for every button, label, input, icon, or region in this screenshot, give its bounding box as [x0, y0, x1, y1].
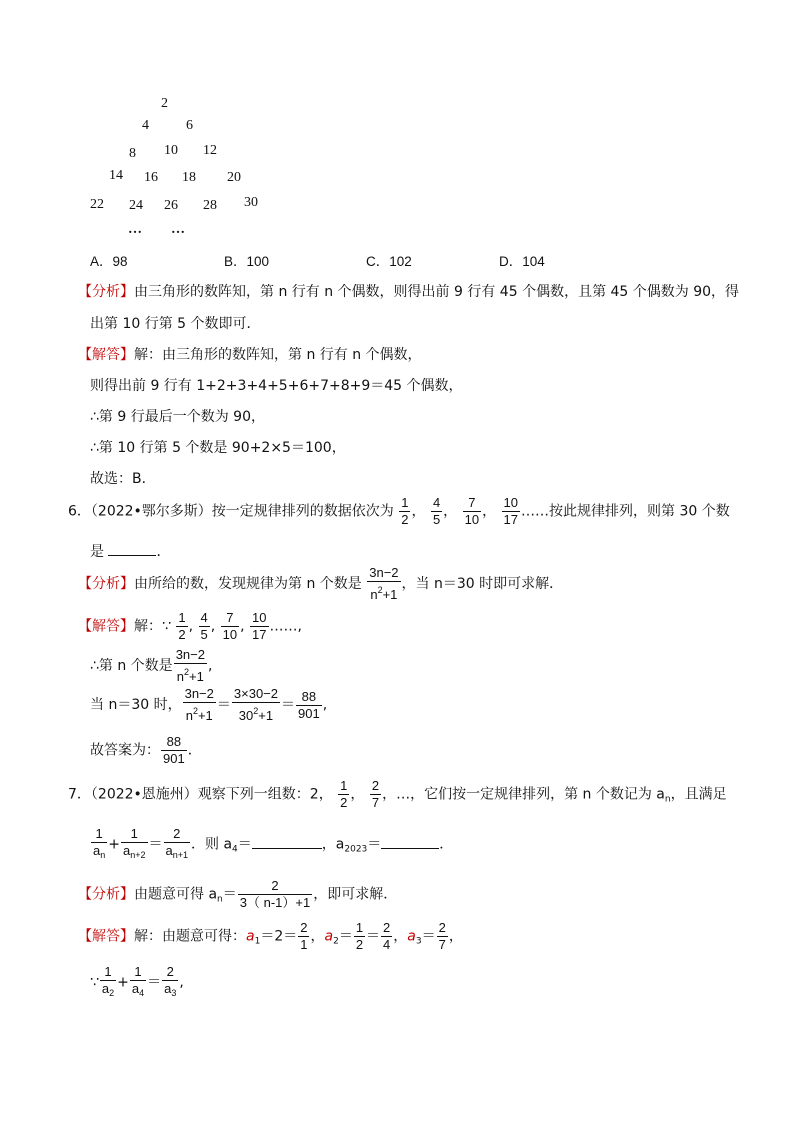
q7-stem: 7．（2022•恩施州）观察下列一组数：2， $\frac{1}{2}$ ， $\frac{2}{7}$ ，…，它们按一定规律排列，第 n 个数记为 $a_n$，且满足	[68, 778, 727, 810]
q5-answer-line4: ∴第 10 行第 5 个数是 90+2×5＝100，	[90, 440, 346, 456]
triangle-cell: 10	[164, 143, 178, 158]
q6-answer-line1: 【解答】解：∵ $\frac{1}{2}$ , $\frac{4}{5}$ , $\frac{7}{10}$ , $\frac{10}{17}$ ……,	[78, 610, 302, 642]
triangle-ellipsis: …	[171, 222, 185, 237]
triangle-cell: 4	[142, 118, 149, 133]
option-a: A．98	[90, 254, 128, 269]
answer-blank-a2023[interactable]	[381, 836, 439, 849]
q7-equation: $\frac{1}{a_n}$ + $\frac{1}{a_{n+2}}$ ＝ $\frac{2}{a_{n+1}}$ ．则 $a_4=$ ，$a_{2023}=$ ．	[93, 826, 454, 860]
q7-answer-line2: ∵ $\frac{1}{a_2}$ + $\frac{1}{a_4}$ ＝ $\frac{2}{a_3}$ ,	[90, 964, 184, 998]
answer-blank-a4[interactable]	[252, 836, 322, 849]
q5-answer-line3: ∴第 9 行最后一个数为 90，	[90, 409, 265, 425]
triangle-cell: 28	[203, 198, 217, 213]
triangle-ellipsis: …	[128, 222, 142, 237]
q6-answer-line3: 当 n＝30 时， $\frac{3n-2}{n^2+1}$ ＝ $\frac{3\times 30-2}{30^2+1}$ ＝ $\frac{88}{901}$ ,	[90, 686, 328, 723]
option-b: B．100	[224, 254, 270, 269]
q5-analysis-line1: 【分析】由三角形的数阵知，第 n 行有 n 个偶数，则得出前 9 行有 45 个偶数，且第 45 个偶数为 90，得	[78, 284, 740, 300]
q5-answer-line5: 故选：B．	[90, 471, 156, 487]
triangle-cell: 14	[109, 168, 123, 183]
option-c: C．102	[366, 254, 412, 269]
q6-analysis: 【分析】由所给的数，发现规律为第 n 个数是 $\frac{3n-2}{n^2+1}$ ，当 n＝30 时即可求解．	[78, 565, 564, 602]
triangle-cell: 16	[144, 170, 158, 185]
formula-fraction: $\frac{3n-2}{n^2+1}$	[369, 565, 399, 602]
q6-answer-line2: ∴第 n 个数是 $\frac{3n-2}{n^2+1}$ ,	[90, 647, 213, 684]
triangle-cell: 22	[90, 197, 104, 212]
triangle-cell: 12	[203, 143, 217, 158]
q6-stem: 6．（2022•鄂尔多斯）按一定规律排列的数据依次为 $\frac{1}{2}$ ， $\frac{4}{5}$ ， $\frac{7}{10}$ ， $\frac{10}{17}$ ……按此规律排列，则第 30 个数	[68, 495, 730, 527]
sequence-fraction: $\frac{1}{2}$	[401, 495, 409, 527]
triangle-cell: 30	[244, 195, 258, 210]
triangle-cell: 20	[227, 170, 241, 185]
answer-tag: 【解答】	[78, 347, 134, 363]
option-d: D．104	[499, 254, 545, 269]
q6-final: 故答案为： $\frac{88}{901}$ ．	[90, 734, 202, 766]
q5-analysis-line2: 出第 10 行第 5 个数即可．	[90, 316, 261, 332]
sequence-fraction: $\frac{10}{17}$	[503, 495, 519, 527]
q7-analysis: 【分析】由题意可得 $a_n=$ $\frac{2}{3( n-1)+1}$ ，即可求解．	[78, 878, 398, 910]
sequence-fraction: $\frac{4}{5}$	[432, 495, 441, 527]
triangle-cell: 26	[164, 198, 178, 213]
q7-answer-line1: 【解答】解：由题意可得：$a_1=2=$ $\frac{2}{1}$ ，$a_2=$ $\frac{1}{2}$ ＝ $\frac{2}{4}$ ，$a_3=$ $\frac{2}{7}$ ，	[78, 920, 463, 952]
sequence-fraction: $\frac{7}{10}$	[464, 495, 480, 527]
triangle-cell: 8	[129, 146, 136, 161]
q5-answer-line2: 则得出前 9 行有 1+2+3+4+5+6+7+8+9＝45 个偶数，	[90, 378, 463, 394]
triangle-cell: 18	[182, 170, 196, 185]
triangle-cell: 2	[161, 96, 168, 111]
triangle-cell: 24	[129, 198, 143, 213]
q5-answer-line1: 【解答】解：由三角形的数阵知，第 n 行有 n 个偶数，	[78, 347, 422, 363]
analysis-tag: 【分析】	[78, 284, 134, 300]
answer-blank[interactable]	[108, 543, 156, 556]
triangle-cell: 6	[186, 118, 193, 133]
q6-stem-line2: 是 ．	[90, 544, 171, 560]
